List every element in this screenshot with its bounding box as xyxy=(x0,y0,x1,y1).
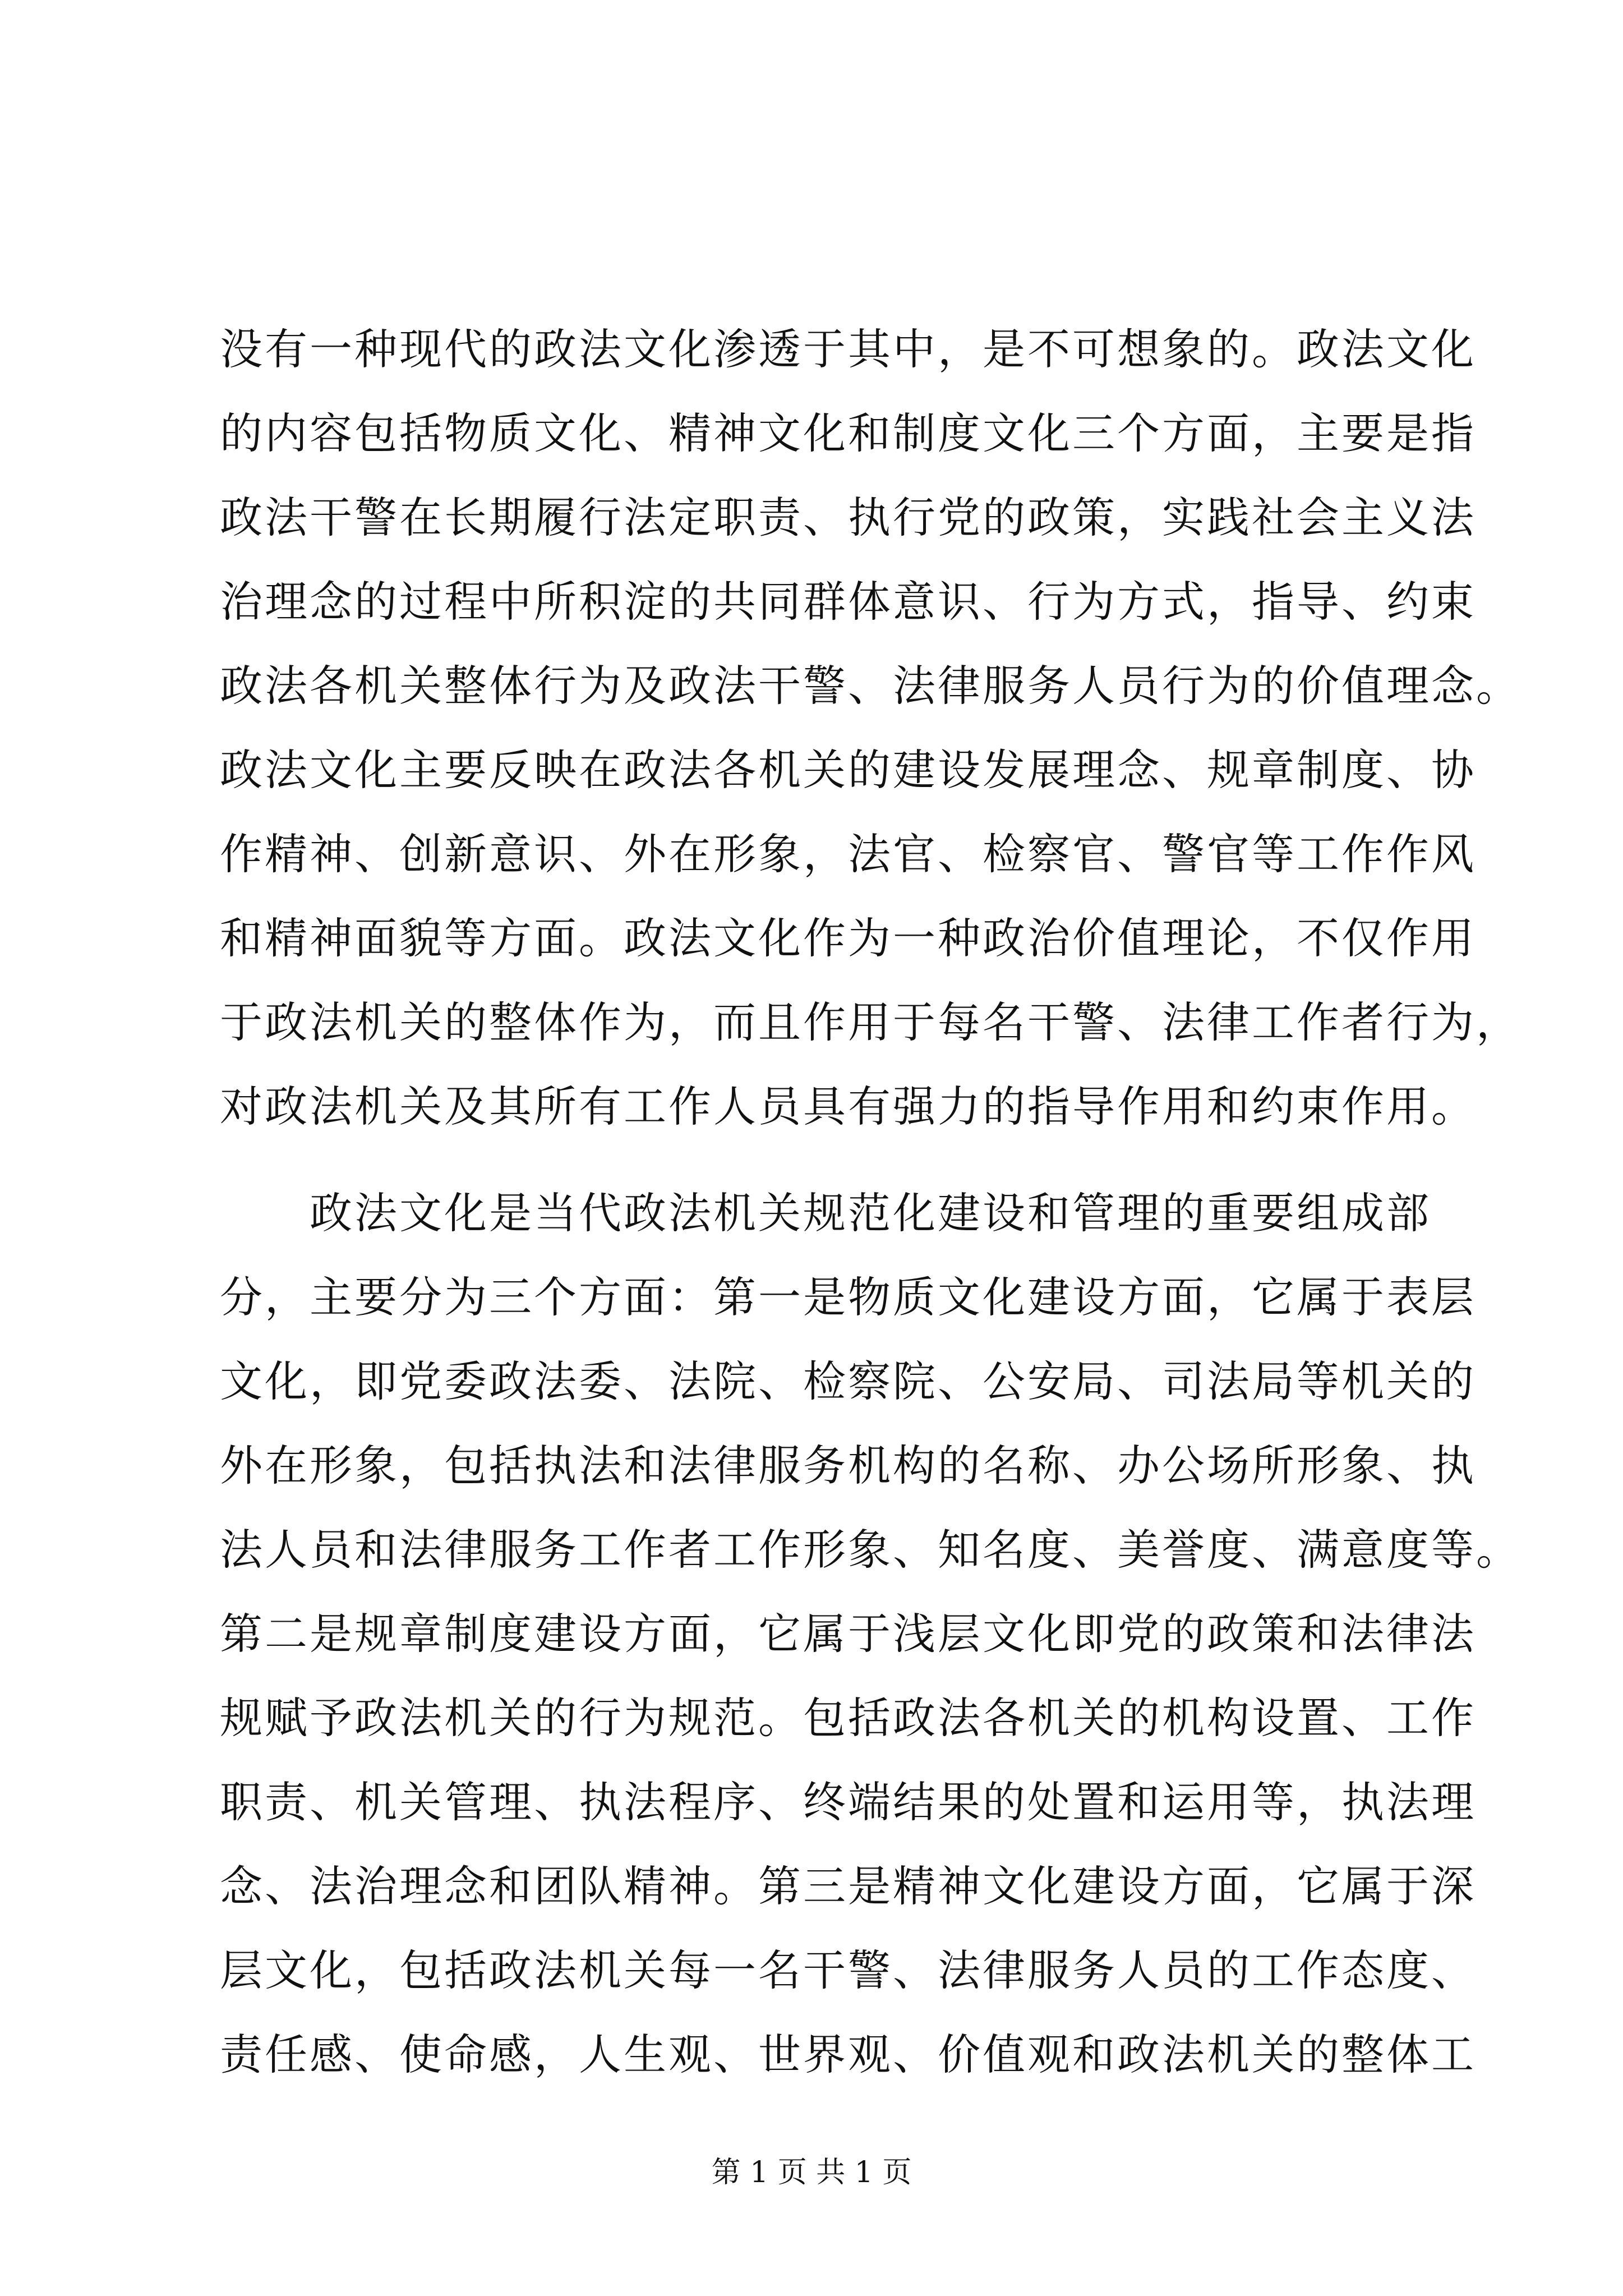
text-line: 对政法机关及其所有工作人员具有强力的指导作用和约束作用。 xyxy=(220,1082,1476,1131)
text-line: 治理念的过程中所积淀的共同群体意识、行为方式，指导、约束 xyxy=(220,577,1476,627)
text-line: 文化，即党委政法委、法院、检察院、公安局、司法局等机关的 xyxy=(220,1356,1476,1406)
text-line: 职责、机关管理、执法程序、终端结果的处置和运用等，执法理 xyxy=(220,1777,1476,1827)
text-line: 层文化，包括政法机关每一名干警、法律服务人员的工作态度、 xyxy=(220,1945,1476,1995)
text-line: 念、法治理念和团队精神。第三是精神文化建设方面，它属于深 xyxy=(220,1861,1476,1911)
body-text xyxy=(220,307,1521,2097)
page-footer: 第 1 页 共 1 页 xyxy=(711,2156,912,2189)
paragraph-2 xyxy=(220,1171,1521,2097)
text-line: 外在形象，包括执法和法律服务机构的名称、办公场所形象、执 xyxy=(220,1441,1476,1490)
text-line: 于政法机关的整体作为，而且作用于每名干警、法律工作者行为， xyxy=(220,997,1521,1047)
paragraph-1 xyxy=(220,307,1521,1149)
text-line: 没有一种现代的政法文化渗透于其中，是不可想象的。政法文化 xyxy=(220,324,1476,374)
text-line: 的内容包括物质文化、精神文化和制度文化三个方面，主要是指 xyxy=(220,408,1476,458)
text-line: 政法文化是当代政法机关规范化建设和管理的重要组成部 xyxy=(220,1188,1431,1238)
text-line: 分，主要分为三个方面：第一是物质文化建设方面，它属于表层 xyxy=(220,1272,1476,1322)
text-line: 政法各机关整体行为及政法干警、法律服务人员行为的价值理念。 xyxy=(220,661,1521,711)
text-line: 政法干警在长期履行法定职责、执行党的政策，实践社会主义法 xyxy=(220,493,1476,542)
text-line: 第二是规章制度建设方面，它属于浅层文化即党的政策和法律法 xyxy=(220,1609,1476,1659)
text-line: 责任感、使命感，人生观、世界观、价值观和政法机关的整体工 xyxy=(220,2030,1476,2079)
text-line: 和精神面貌等方面。政法文化作为一种政治价值理论，不仅作用 xyxy=(220,913,1476,963)
paragraph-spacing xyxy=(220,1149,1414,1171)
text-line: 作精神、创新意识、外在形象，法官、检察官、警官等工作作风 xyxy=(220,829,1476,879)
text-line: 政法文化主要反映在政法各机关的建设发展理念、规章制度、协 xyxy=(220,745,1476,795)
text-line: 法人员和法律服务工作者工作形象、知名度、美誉度、满意度等。 xyxy=(220,1525,1521,1575)
text-line: 规赋予政法机关的行为规范。包括政法各机关的机构设置、工作 xyxy=(220,1693,1476,1743)
